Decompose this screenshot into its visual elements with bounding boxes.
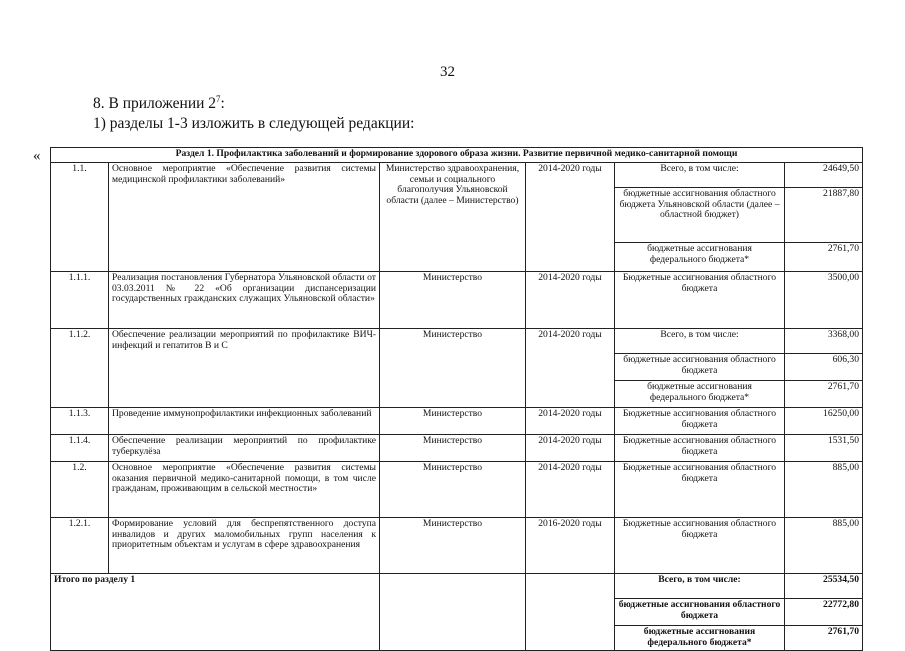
funding-source: Бюджетные ассигнования областного бюджета (615, 272, 785, 329)
row-number: 1.1.4. (51, 435, 109, 462)
amount: 2761,70 (785, 381, 863, 408)
executor: Министерство (380, 272, 526, 329)
amount: 1531,50 (785, 435, 863, 462)
table-row (51, 408, 863, 435)
budget-table (50, 147, 863, 651)
total-funding-source: Всего, в том числе: (615, 574, 785, 599)
total-amount: 25534,50 (785, 574, 863, 599)
amount: 2761,70 (785, 243, 863, 272)
funding-source: бюджетные ассигнования областного бюджета (615, 354, 785, 381)
period: 2016-2020 годы (526, 518, 615, 574)
measure-name: Проведение иммунопрофилактики инфекционных заболеваний (109, 408, 380, 435)
funding-source: Бюджетные ассигнования областного бюджета (615, 435, 785, 462)
table-row (51, 435, 863, 462)
section-header-row (51, 148, 863, 163)
period: 2014-2020 годы (526, 408, 615, 435)
funding-source: бюджетные ассигнования федерального бюджета* (615, 381, 785, 408)
total-row (51, 574, 863, 599)
total-amount: 22772,80 (785, 599, 863, 626)
total-funding-source: бюджетные ассигнования федерального бюджета* (615, 626, 785, 651)
executor: Министерство (380, 408, 526, 435)
executor: Министерство (380, 462, 526, 518)
amendment-heading-sup: 7 (216, 94, 221, 104)
amendment-heading-tail: : (220, 95, 225, 113)
measure-name: Основное мероприятие «Обеспечение развития системы медицинской профилактики заболеваний» (109, 163, 380, 272)
amount: 3368,00 (785, 329, 863, 354)
total-funding-source: бюджетные ассигнования областного бюджета (615, 599, 785, 626)
row-number: 1.1.1. (51, 272, 109, 329)
executor: Министерство (380, 518, 526, 574)
funding-source: Бюджетные ассигнования областного бюджета (615, 462, 785, 518)
funding-source: бюджетные ассигнования федерального бюджета* (615, 243, 785, 272)
total-amount: 2761,70 (785, 626, 863, 651)
funding-source: Всего, в том числе: (615, 163, 785, 188)
amount: 885,00 (785, 462, 863, 518)
table-row (51, 272, 863, 329)
amount: 21887,80 (785, 188, 863, 243)
measure-name: Основное мероприятие «Обеспечение развития системы оказания первичной медико-санитарной помощи, в том числе гражданам, проживающим в сельской местности» (109, 462, 380, 518)
funding-source: бюджетные ассигнования областного бюджета Ульяновской области (далее – областной бюджет) (615, 188, 785, 243)
amendment-heading (93, 94, 225, 113)
measure-name: Формирование условий для беспрепятственного доступа инвалидов и других маломобильных групп населения к приоритетным объектам и услугам в сфере здравоохранения (109, 518, 380, 574)
row-number: 1.1.3. (51, 408, 109, 435)
amount: 606,30 (785, 354, 863, 381)
period: 2014-2020 годы (526, 329, 615, 408)
measure-name: Обеспечение реализации мероприятий по профилактике ВИЧ-инфекций и гепатитов В и С (109, 329, 380, 408)
row-number: 1.2.1. (51, 518, 109, 574)
funding-source: Бюджетные ассигнования областного бюджета (615, 518, 785, 574)
measure-name: Реализация постановления Губернатора Ульяновской области от 03.03.2011 № 22 «Об организации диспансеризации государственных гражданских служащих Ульяновской области» (109, 272, 380, 329)
budget-table-body (51, 148, 863, 651)
row-number: 1.2. (51, 462, 109, 518)
page-number: 32 (440, 64, 455, 80)
amount: 885,00 (785, 518, 863, 574)
table-row (51, 462, 863, 518)
period: 2014-2020 годы (526, 272, 615, 329)
amendment-heading-text: 8. В приложении 2 (93, 95, 217, 113)
section-title: Раздел 1. Профилактика заболеваний и формирование здорового образа жизни. Развитие первичной медико-санитарной помощи (51, 148, 863, 163)
table-row (51, 518, 863, 574)
executor: Министерство (380, 435, 526, 462)
total-period-empty (526, 574, 615, 651)
period: 2014-2020 годы (526, 163, 615, 272)
total-executor-empty (380, 574, 526, 651)
table-row (51, 163, 863, 188)
period: 2014-2020 годы (526, 462, 615, 518)
open-quote: « (33, 148, 41, 164)
amount: 24649,50 (785, 163, 863, 188)
funding-source: Всего, в том числе: (615, 329, 785, 354)
amount: 16250,00 (785, 408, 863, 435)
executor: Министерство здравоохранения, семьи и социального благополучия Ульяновской области (далее – Министерство) (380, 163, 526, 272)
row-number: 1.1.2. (51, 329, 109, 408)
period: 2014-2020 годы (526, 435, 615, 462)
executor: Министерство (380, 329, 526, 408)
row-number: 1.1. (51, 163, 109, 272)
funding-source: Бюджетные ассигнования областного бюджета (615, 408, 785, 435)
table-row (51, 329, 863, 354)
measure-name: Обеспечение реализации мероприятий по профилактике туберкулёза (109, 435, 380, 462)
amendment-subheading: 1) разделы 1-3 изложить в следующей редакции: (93, 115, 415, 132)
amount: 3500,00 (785, 272, 863, 329)
total-label: Итого по разделу 1 (51, 574, 380, 651)
